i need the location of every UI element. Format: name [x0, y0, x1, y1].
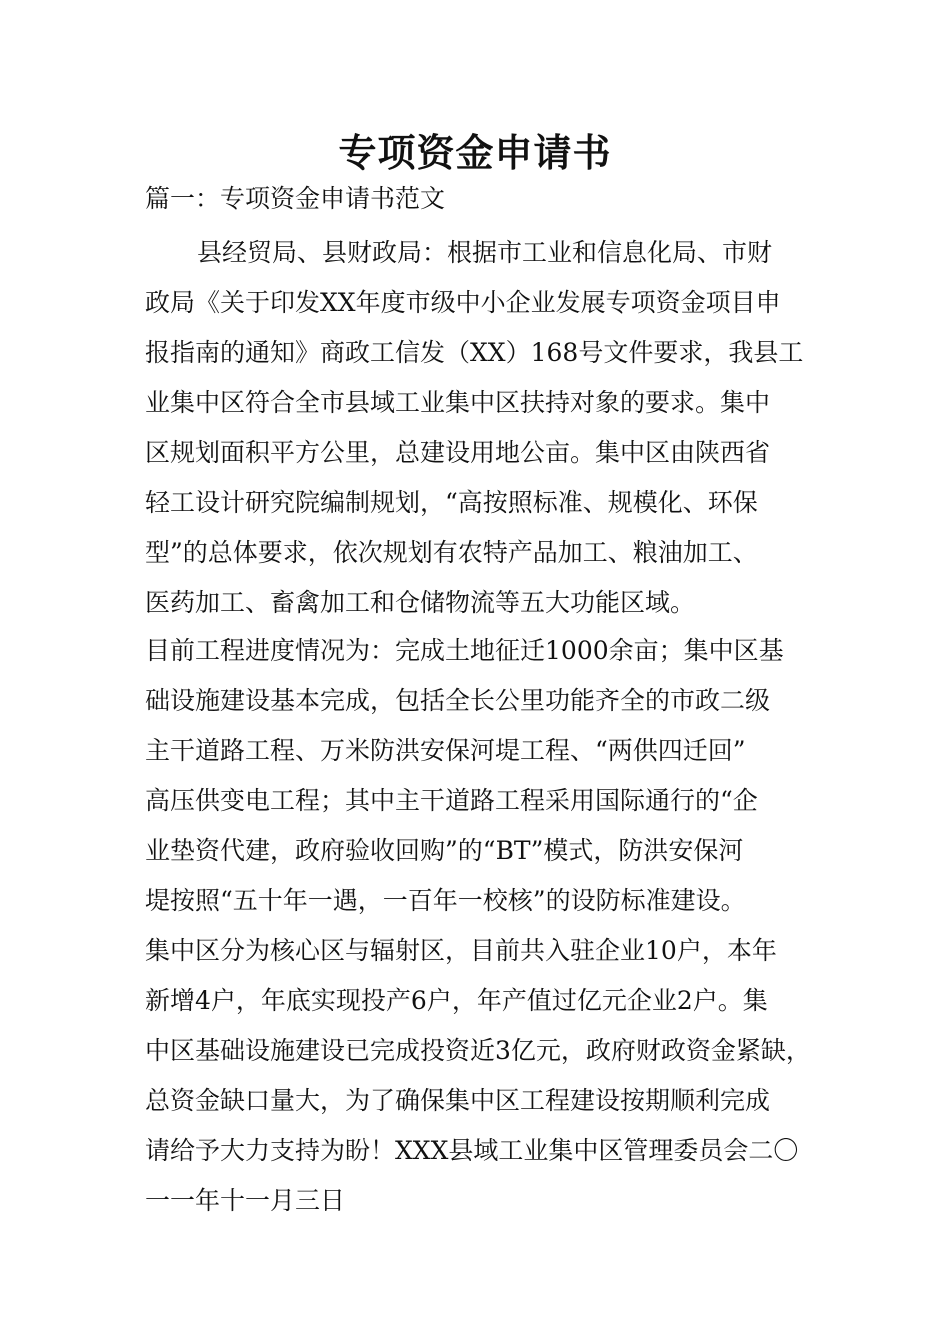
body-line: 集中区分为核心区与辐射区，目前共入驻企业10户，本年	[145, 936, 777, 965]
body-line: 医药加工、畜禽加工和仓储物流等五大功能区域。	[145, 588, 696, 617]
body-line: 政局《关于印发XX年度市级中小企业发展专项资金项目申	[145, 288, 781, 317]
body-line: 主干道路工程、万米防洪安保河堤工程、“两供四迁回”	[145, 736, 746, 765]
body-line: 轻工设计研究院编制规划，“高按照标准、规模化、环保	[145, 488, 758, 517]
body-line: 一一年十一月三日	[145, 1186, 346, 1215]
section-heading: 篇一：专项资金申请书范文	[145, 184, 446, 213]
body-line: 础设施建设基本完成，包括全长公里功能齐全的市政二级	[145, 686, 771, 715]
body-line: 中区基础设施建设已完成投资近3亿元，政府财政资金紧缺，	[145, 1036, 811, 1065]
body-line: 县经贸局、县财政局：根据市工业和信息化局、市财	[197, 238, 773, 267]
body-line: 区规划面积平方公里，总建设用地公亩。集中区由陕西省	[145, 438, 771, 467]
body-line: 高压供变电工程；其中主干道路工程采用国际通行的“企	[145, 786, 758, 815]
body-line: 新增4户，年底实现投产6户，年产值过亿元企业2户。集	[145, 986, 768, 1015]
document-title: 专项资金申请书	[338, 130, 612, 175]
body-line: 堤按照“五十年一遇，一百年一校核”的设防标准建设。	[145, 886, 746, 915]
body-line: 报指南的通知》商政工信发（XX）168号文件要求，我县工	[145, 338, 804, 367]
body-line: 型”的总体要求，依次规划有农特产品加工、粮油加工、	[145, 538, 758, 567]
body-line: 业垫资代建，政府验收回购”的“BT”模式，防洪安保河	[145, 836, 744, 865]
body-line: 目前工程进度情况为：完成土地征迁1000余亩；集中区基	[145, 636, 784, 665]
body-line: 请给予大力支持为盼！XXX县域工业集中区管理委员会二〇	[145, 1136, 799, 1165]
body-line: 业集中区符合全市县域工业集中区扶持对象的要求。集中	[145, 388, 771, 417]
body-line: 总资金缺口量大，为了确保集中区工程建设按期顺利完成	[145, 1086, 771, 1115]
